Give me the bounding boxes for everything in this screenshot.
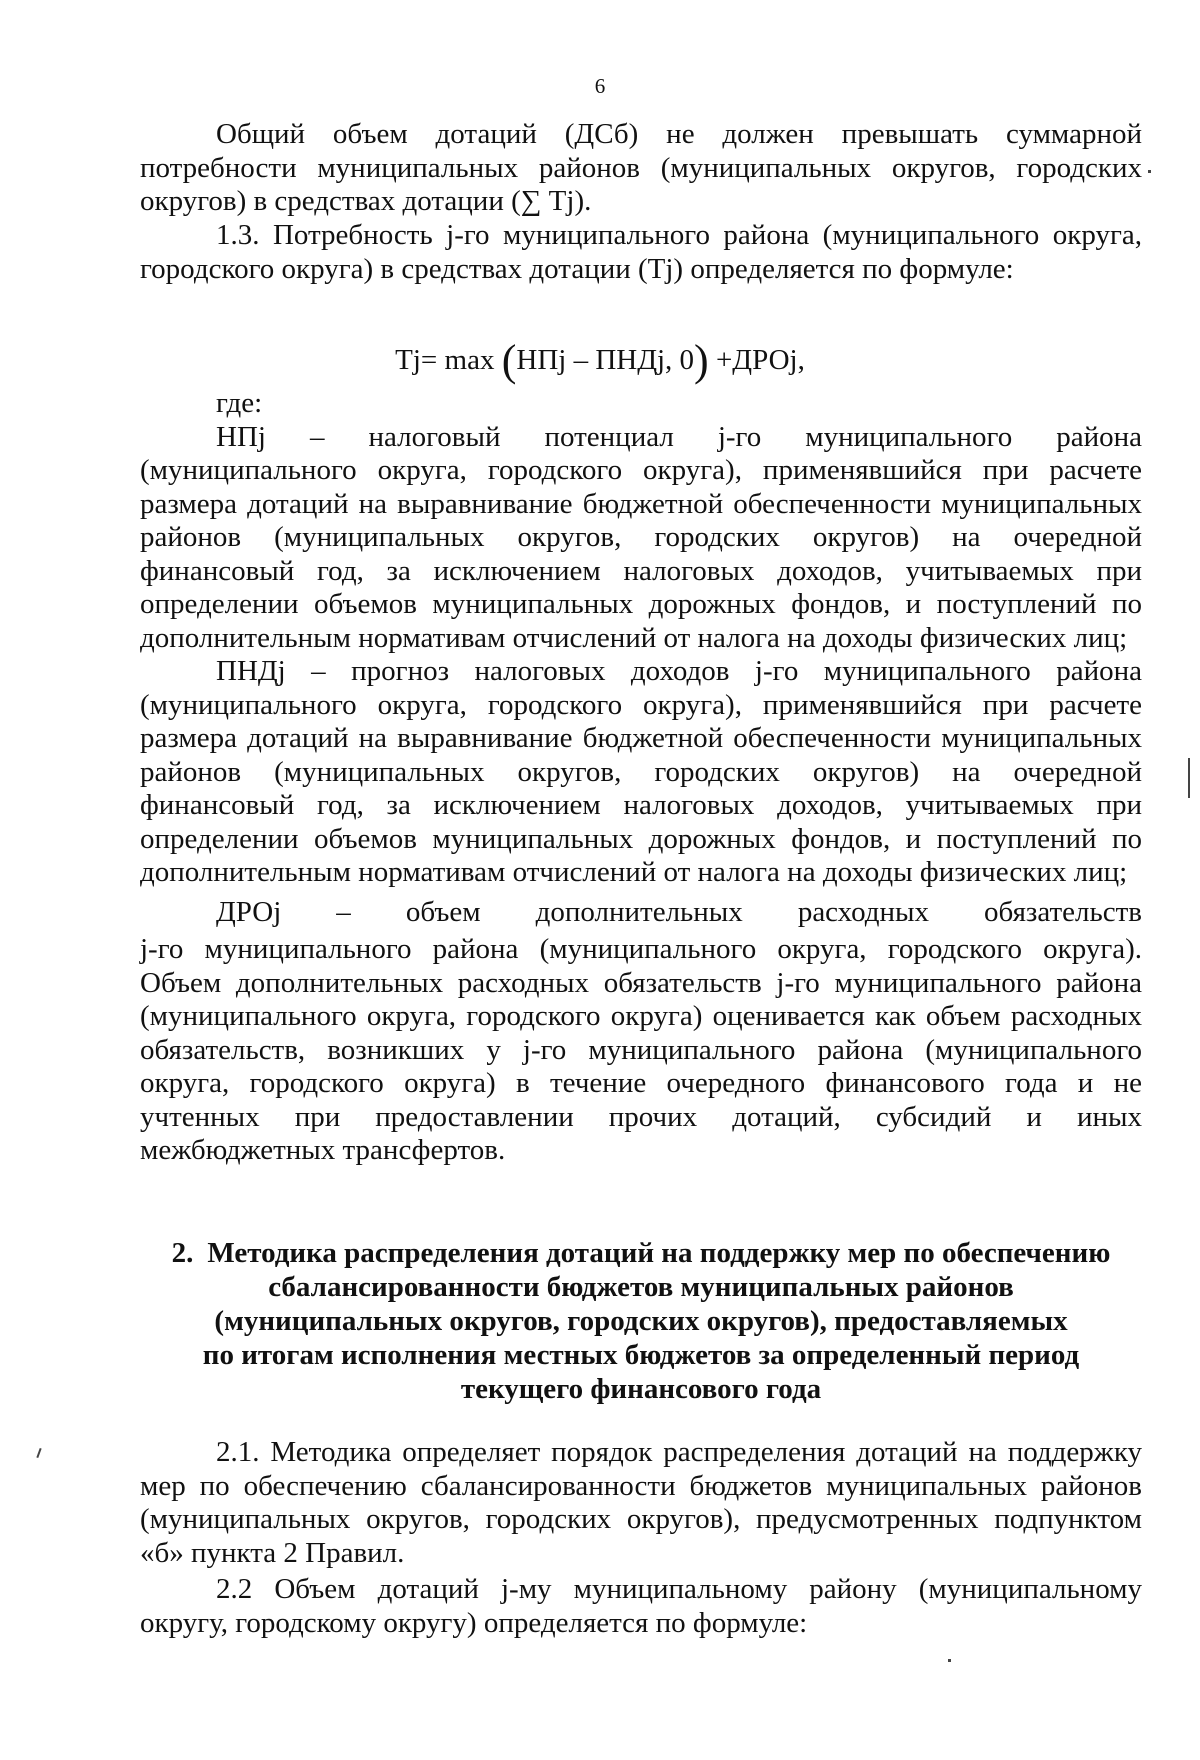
dro-word: – [336,895,351,928]
definition-dro-rest: j-го муниципального района (муниципального округа, городского округа). Объем дополнительных расходных обязательств j-го муниципального района (муниципального округа, городского округа) оценивается как объем расходных обязательств, возникших у j-го муниципального района (муниципального округа, городского округа) в течение очередного финансового года и не учтенных при предоставлении прочих дотаций, субсидий и иных межбюджетных трансфертов. [140,933,1142,1166]
definitions [140,387,1142,1168]
where-label: где: [216,387,263,419]
formula-tail: +ДРОj, [715,344,805,376]
formula-tj [0,336,1200,385]
page-number: 6 [594,74,606,98]
dro-word: объем [405,895,481,928]
title-line: по итогам исполнения местных бюджетов за определенный период [202,1339,1080,1371]
paragraph-2-2 [140,1573,1142,1640]
definition-np: НПj – налоговый потенциал j-го муниципального района (муниципального округа, городского округа), применявшийся при расчете размера дотаций на выравнивание бюджетной обеспеченности муниципальных районов (муниципальных округов, городских округов) на очередной финансовый год, за исключением налоговых доходов, учитываемых при определении объемов муниципальных дорожных фондов, и поступлений по дополнительным нормативам отчислений от налога на доходы физических лиц; [140,420,1142,654]
paragraph-text: 1.3. Потребность j-го муниципального района (муниципального округа, городского округа) в средствах дотации (Tj) определяется по формуле: [140,219,1142,285]
dro-word: обязательств [984,895,1142,928]
scan-mark [36,1448,41,1458]
dro-word: ДРОj [216,895,282,928]
formula-inner: НПj – ПНДj, 0 [516,344,695,376]
section-2-title [140,1236,1142,1406]
dro-word: дополнительных [535,895,743,928]
scan-mark [1148,170,1151,173]
title-line: 2. Методика распределения дотаций на поддержку мер по обеспечению [171,1237,1111,1269]
paragraph-text: Общий объем дотаций (ДСб) не должен превышать суммарной потребности муниципальных районов (муниципальных округов, городских округов) в средствах дотации (∑ Tj). [140,118,1142,217]
title-line: (муниципальных округов, городских округов), предоставляемых [214,1305,1068,1337]
definition-dro-first-line [140,896,1142,930]
section-number: 2. [171,1237,194,1269]
title-line: текущего финансового года [460,1373,822,1405]
paragraph-text: 2.2 Объем дотаций j-му муниципальному району (муниципальному округу, городскому округу) определяется по формуле: [140,1573,1142,1639]
definition-pnd: ПНДj – прогноз налоговых доходов j-го муниципального района (муниципального округа, городского округа), применявшийся при расчете размера дотаций на выравнивание бюджетной обеспеченности муниципальных районов (муниципальных округов, городских округов) на очередной финансовый год, за исключением налоговых доходов, учитываемых при определении объемов муниципальных дорожных фондов, и поступлений по дополнительным нормативам отчислений от налога на доходы физических лиц; [140,655,1142,888]
paragraph-text: 2.1. Методика определяет порядок распределения дотаций на поддержку мер по обеспечению сбалансированности бюджетов муниципальных районов (муниципальных округов, городских округов), предусмотренных подпунктом «б» пункта 2 Правил. [140,1436,1142,1569]
formula-paren-close: ) [694,336,709,385]
formula-paren-open: ( [501,336,517,385]
paragraph-total-volume [140,118,1142,219]
paragraph-1-3 [140,219,1142,286]
dro-word: расходных [797,895,929,928]
scan-mark [1188,758,1190,798]
scan-mark [948,1659,951,1662]
title-line: сбалансированности бюджетов муниципальных районов [268,1271,1014,1303]
formula-lhs: Tj= max [395,344,495,376]
paragraph-2-1 [140,1436,1142,1570]
